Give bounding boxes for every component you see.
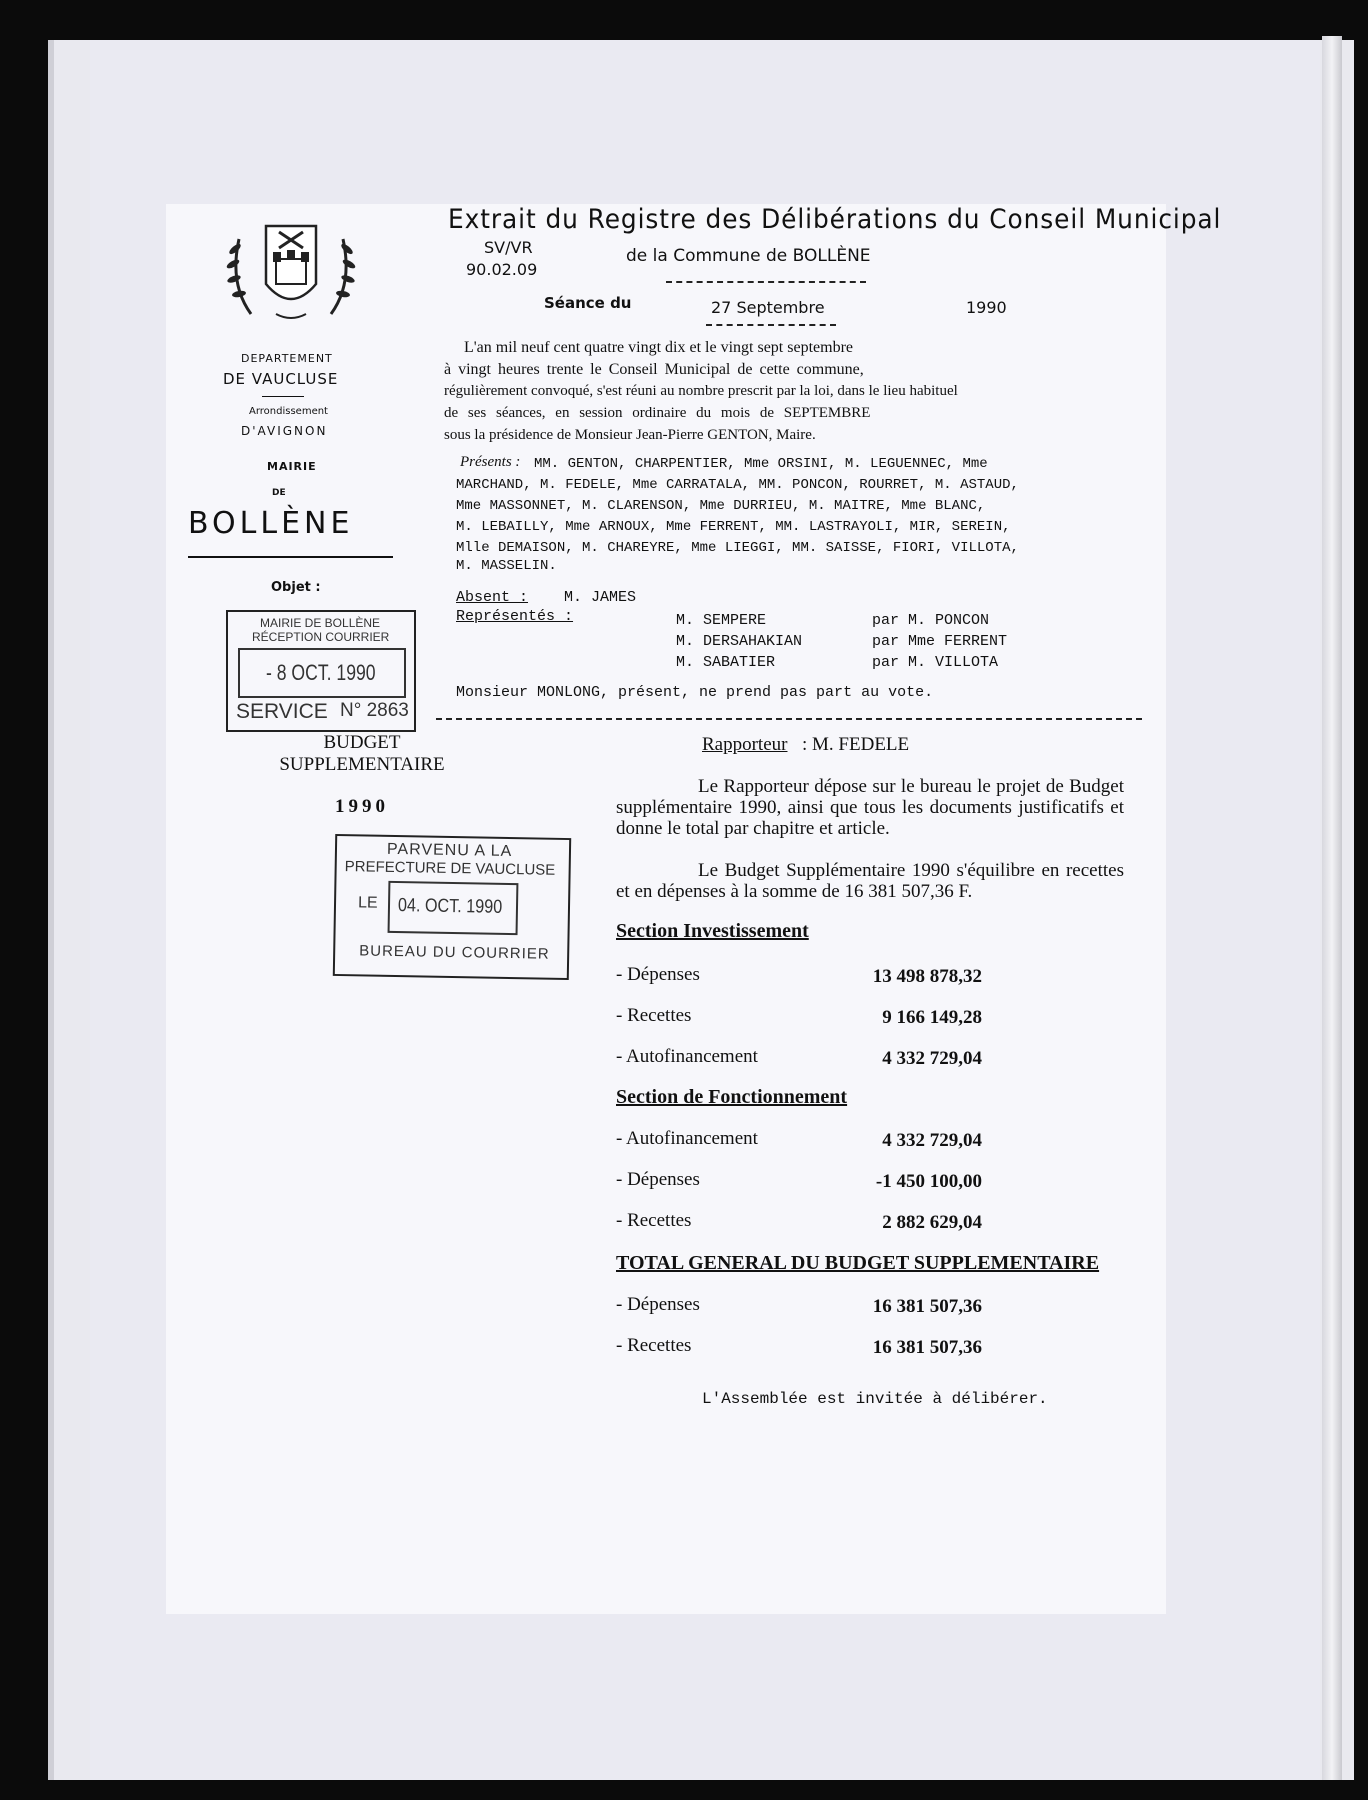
prefecture-stamp-le: LE — [357, 894, 378, 912]
absent-name: M. JAMES — [564, 589, 637, 606]
document-title: Extrait du Registre des Délibérations du Conseil Municipal — [448, 204, 1222, 235]
seance-date: 27 Septembre — [711, 298, 825, 317]
prefecture-stamp-date: 04. OCT. 1990 — [397, 895, 503, 918]
rapporteur-label: Rapporteur — [702, 734, 788, 755]
departement-label: DEPARTEMENT — [241, 352, 333, 365]
reception-stamp-date-box — [238, 648, 406, 698]
invest-depenses-value: 13 498 878,32 — [872, 966, 982, 987]
paragraph-1: Le Rapporteur dépose sur le bureau le projet de Budget supplémentaire 1990, ainsi que tous les documents justificatifs et donne le total par chapitre et article. — [616, 776, 1124, 839]
fonct-autofinancement-value: 4 332 729,04 — [882, 1130, 982, 1151]
presents-label: Présents : — [460, 454, 521, 470]
fonct-depenses-label: - Dépenses — [616, 1169, 700, 1190]
reception-stamp-date: - 8 OCT. 1990 — [266, 660, 376, 685]
prefecture-stamp — [333, 834, 571, 980]
prefecture-stamp-date-box — [388, 881, 519, 935]
represente-by-2: par Mme FERRENT — [872, 633, 1008, 650]
intro-line-4: de ses séances, en session ordinaire du mois de SEPTEMBRE — [444, 405, 871, 421]
section-fonctionnement-title: Section de Fonctionnement — [616, 1086, 848, 1108]
section-investissement-title: Section Investissement — [616, 920, 809, 942]
presents-line-2: MARCHAND, M. FEDELE, Mme CARRATALA, MM. PONCON, ROURRET, M. ASTAUD, — [456, 477, 1019, 493]
presents-line-6: M. MASSELIN. — [456, 558, 557, 574]
arrondissement-label: Arrondissement — [249, 406, 328, 417]
intro-line-5: sous la présidence de Monsieur Jean-Pierre GENTON, Maire. — [444, 427, 816, 443]
departement-rule — [262, 396, 304, 397]
reception-stamp — [226, 610, 416, 732]
paragraph-2: Le Budget Supplémentaire 1990 s'équilibre en recettes et en dépenses à la somme de 16 381 507,36 F. — [616, 860, 1124, 902]
objet-title-1: BUDGET — [323, 732, 401, 753]
section-divider — [436, 718, 1142, 720]
invest-recettes-label: - Recettes — [616, 1005, 692, 1026]
represente-by-3: par M. VILLOTA — [872, 654, 999, 671]
total-general-title: TOTAL GENERAL DU BUDGET SUPPLEMENTAIRE — [616, 1252, 1100, 1274]
represente-who-3: M. SABATIER — [676, 654, 776, 671]
seance-year: 1990 — [966, 298, 1007, 317]
represente-who-2: M. DERSAHAKIAN — [676, 633, 803, 650]
invest-depenses-label: - Dépenses — [616, 964, 700, 985]
reception-stamp-line2: RÉCEPTION COURRIER — [252, 630, 390, 644]
prefecture-stamp-line1: PARVENU A LA — [386, 840, 513, 861]
intro-line-3: régulièrement convoqué, s'est réuni au nombre prescrit par la loi, dans le lieu habituel — [444, 383, 958, 399]
reference-code-2: 90.02.09 — [466, 260, 538, 279]
fonct-autofinancement-label: - Autofinancement — [616, 1128, 758, 1149]
fonct-recettes-label: - Recettes — [616, 1210, 692, 1231]
fonct-recettes-value: 2 882 629,04 — [882, 1212, 982, 1233]
prefecture-stamp-footer: BUREAU DU COURRIER — [359, 942, 550, 963]
total-recettes-value: 16 381 507,36 — [872, 1337, 982, 1358]
represente-who-1: M. SEMPERE — [676, 612, 767, 629]
invest-autofinancement-label: - Autofinancement — [616, 1046, 758, 1067]
invest-recettes-value: 9 166 149,28 — [882, 1007, 982, 1028]
departement-name: DE VAUCLUSE — [223, 370, 339, 388]
presents-line-3: Mme MASSONNET, M. CLARENSON, Mme DURRIEU, M. MAITRE, Mme BLANC, — [456, 498, 986, 514]
reception-stamp-line1: MAIRIE DE BOLLÈNE — [260, 616, 381, 630]
mairie-rule — [188, 556, 393, 558]
binder-edge — [1322, 36, 1342, 1780]
closing-line: L'Assemblée est invitée à délibérer. — [702, 1390, 1048, 1408]
fonct-depenses-value: -1 450 100,00 — [875, 1171, 982, 1192]
objet-title-2: SUPPLEMENTAIRE — [279, 754, 445, 775]
total-depenses-value: 16 381 507,36 — [872, 1296, 982, 1317]
prefecture-stamp-line2: PREFECTURE DE VAUCLUSE — [344, 858, 556, 879]
coat-of-arms-seal — [221, 214, 361, 324]
seance-label: Séance du — [544, 294, 632, 312]
reference-code-1: SV/VR — [484, 238, 533, 257]
presents-line-5: Mlle DEMAISON, M. CHAREYRE, Mme LIEGGI, MM. SAISSE, FIORI, VILLOTA, — [456, 540, 1019, 556]
mairie-city: BOLLÈNE — [188, 506, 354, 541]
total-recettes-label: - Recettes — [616, 1335, 692, 1356]
mairie-label: MAIRIE — [267, 460, 317, 473]
reception-stamp-number: N° 2863 — [340, 700, 409, 721]
represente-by-1: par M. PONCON — [872, 612, 990, 629]
reception-stamp-service: SERVICE — [236, 700, 328, 723]
intro-line-1: L'an mil neuf cent quatre vingt dix et le vingt sept septembre — [464, 339, 853, 356]
arrondissement-name: D'AVIGNON — [241, 424, 328, 438]
vote-note: Monsieur MONLONG, présent, ne prend pas part au vote. — [456, 684, 934, 701]
document-sheet — [166, 204, 1222, 1614]
total-depenses-label: - Dépenses — [616, 1294, 700, 1315]
presents-line-4: M. LEBAILLY, Mme ARNOUX, Mme FERRENT, MM. LASTRAYOLI, MIR, SEREIN, — [456, 519, 1011, 535]
representes-label: Représentés : — [456, 608, 574, 625]
absent-label: Absent : — [456, 589, 529, 606]
objet-label: Objet : — [271, 580, 321, 595]
commune-line: de la Commune de BOLLÈNE — [626, 246, 871, 266]
header-divider — [666, 281, 866, 283]
objet-year: 1990 — [335, 796, 389, 817]
invest-autofinancement-value: 4 332 729,04 — [882, 1048, 982, 1069]
presents-line-1: MM. GENTON, CHARPENTIER, Mme ORSINI, M. LEGUENNEC, Mme — [534, 456, 988, 472]
rapporteur-name: : M. FEDELE — [802, 734, 910, 755]
seance-divider — [706, 324, 836, 326]
mairie-de: DE — [272, 488, 286, 498]
intro-line-2: à vingt heures trente le Conseil Municipal de cette commune, — [444, 361, 864, 378]
